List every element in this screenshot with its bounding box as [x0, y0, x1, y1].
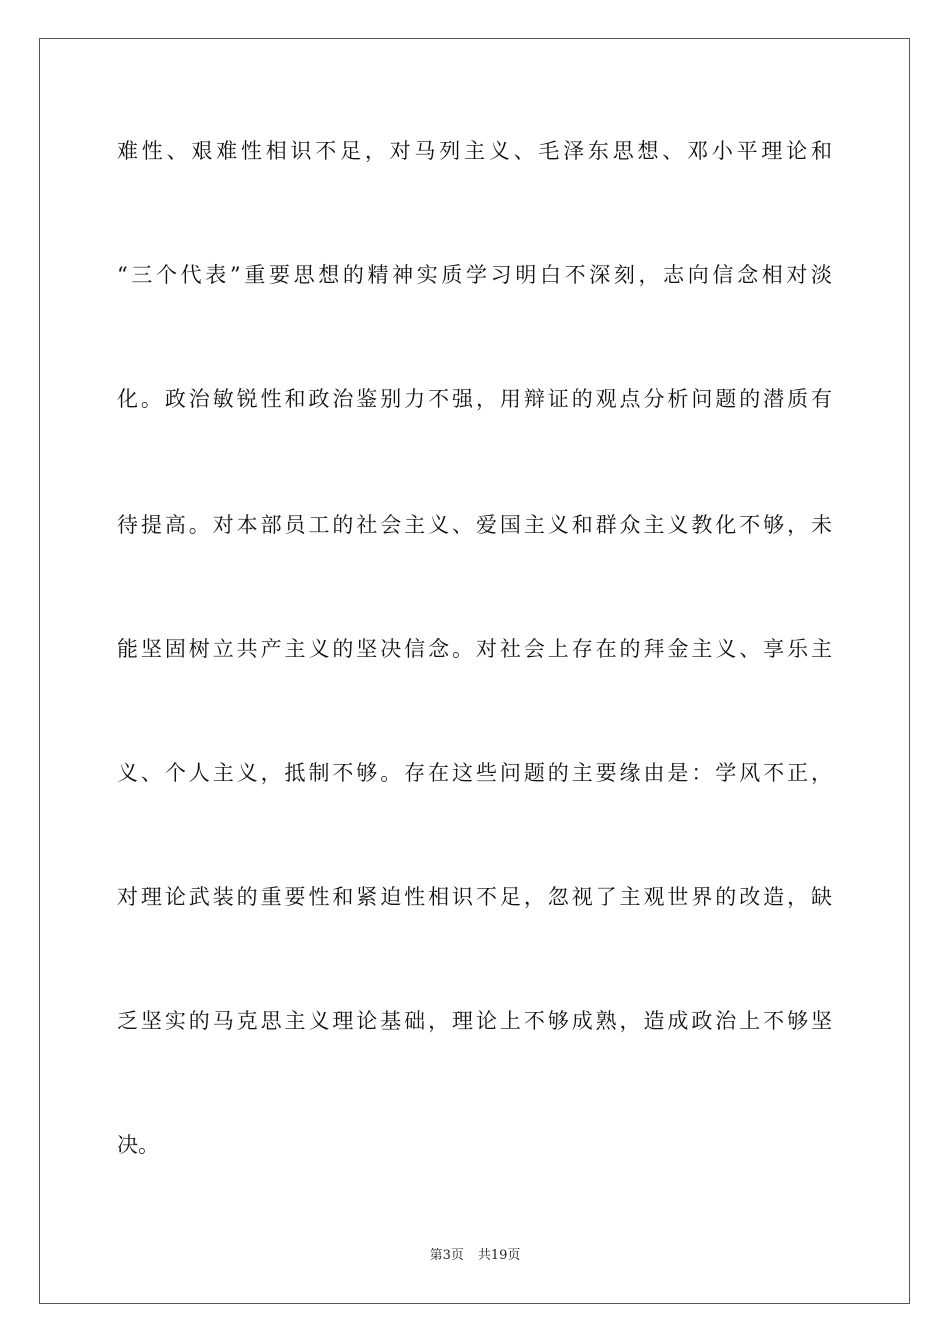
paragraph-line: 难性、艰难性相识不足，对马列主义、毛泽东思想、邓小平理论和	[117, 139, 832, 163]
page-total: 共19页	[477, 1248, 521, 1263]
paragraph-line: 化。政治敏锐性和政治鉴别力不强，用辩证的观点分析问题的潜质有	[117, 387, 832, 411]
paragraph-line: 能坚固树立共产主义的坚决信念。对社会上存在的拜金主义、享乐主	[117, 637, 832, 661]
paragraph-line: 对理论武装的重要性和紧迫性相识不足，忽视了主观世界的改造，缺	[117, 885, 832, 909]
paragraph-line: 决。	[117, 1133, 159, 1157]
paragraph-line: 乏坚实的马克思主义理论基础，理论上不够成熟，造成政治上不够坚	[117, 1009, 832, 1033]
paragraph-line: “三个代表”重要思想的精神实质学习明白不深刻，志向信念相对淡	[117, 263, 832, 287]
paragraph-line: 待提高。对本部员工的社会主义、爱国主义和群众主义教化不够，未	[117, 513, 832, 537]
page-number: 第3页	[429, 1248, 464, 1263]
page-footer	[0, 1247, 950, 1265]
page-border	[39, 38, 910, 1304]
paragraph-line: 义、个人主义，抵制不够。存在这些问题的主要缘由是：学风不正，	[117, 761, 832, 785]
